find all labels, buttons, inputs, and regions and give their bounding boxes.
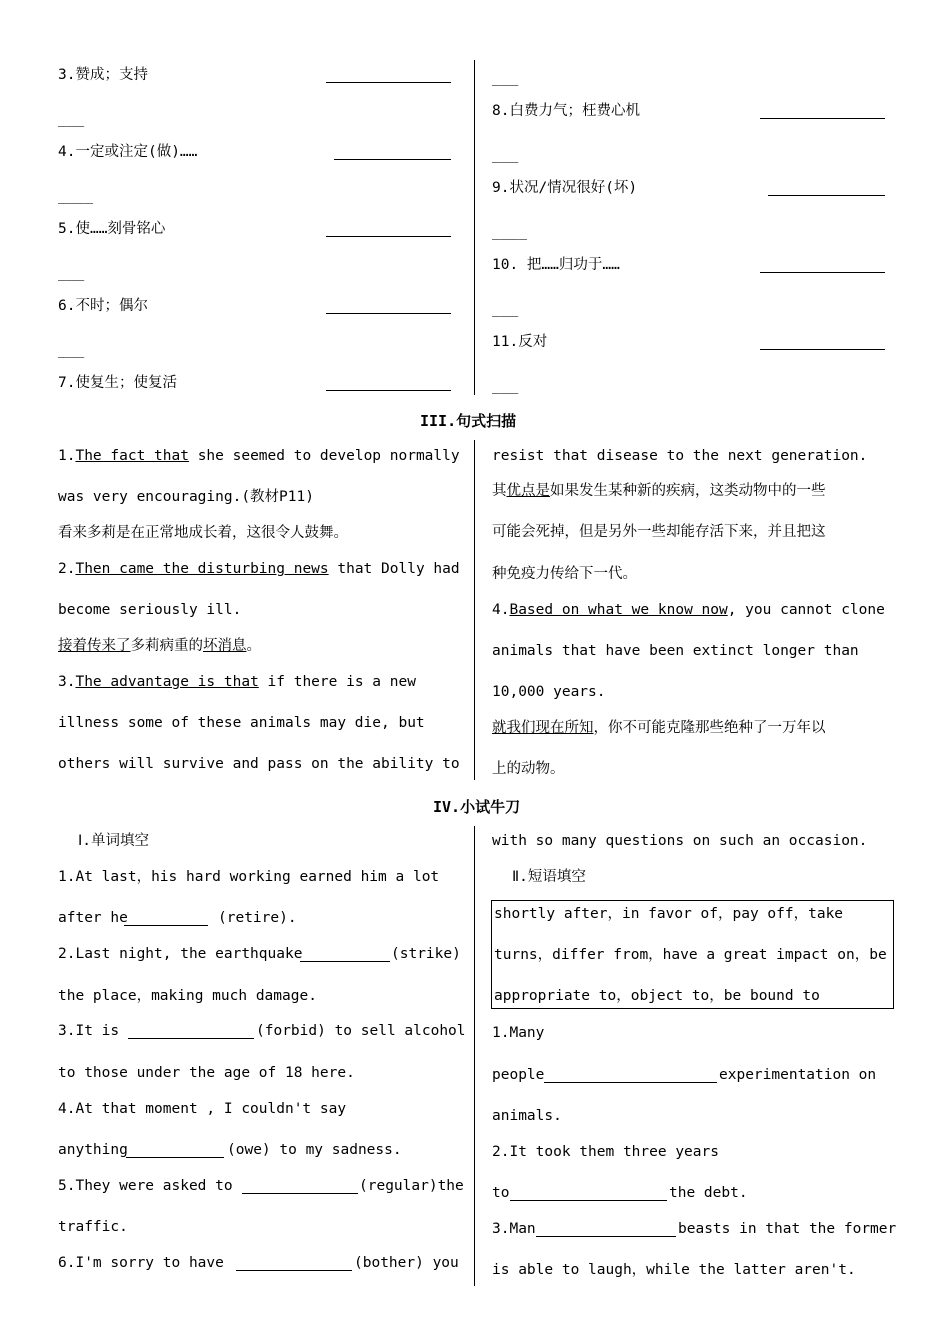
- word-q3-line2: to those under the age of 18 here.: [58, 1065, 355, 1081]
- sentence-1-line2: was very encouraging.(教材P11): [58, 489, 314, 505]
- sentence-2-line1: 2.Then came the disturbing news that Dolly had: [58, 561, 460, 577]
- sentence-4-translation-2: 上的动物。: [492, 761, 565, 777]
- part-1-title: Ⅰ.单词填空: [78, 833, 150, 849]
- word-q3-prefix: 3.It is: [58, 1023, 120, 1039]
- part-2-title: Ⅱ.短语填空: [512, 869, 586, 885]
- sentence-4-line2: animals that have been extinct longer than: [492, 643, 859, 659]
- word-q2-hint: (strike): [391, 946, 461, 962]
- phrase-q1-line3: animals.: [492, 1108, 562, 1124]
- phrase-5-tail: ___: [58, 265, 85, 281]
- sentence-2-line2: become seriously ill.: [58, 602, 242, 618]
- sentence-4-line3: 10,000 years.: [492, 684, 606, 700]
- word-q4-prefix: anything: [58, 1142, 128, 1158]
- word-q6-prefix: 6.I'm sorry to have: [58, 1255, 224, 1271]
- word-q5-prefix: 5.They were asked to: [58, 1178, 233, 1194]
- word-q4-blank[interactable]: [126, 1157, 224, 1158]
- phrase-6-tail: ___: [58, 342, 85, 358]
- word-q4-line1: 4.At that moment , I couldn't say: [58, 1101, 347, 1117]
- word-q4-hint: (owe) to my sadness.: [227, 1142, 402, 1158]
- word-q6-blank[interactable]: [236, 1270, 352, 1271]
- phrase-q3-prefix: 3.Man: [492, 1221, 536, 1237]
- phrase-7-blank[interactable]: [326, 390, 451, 391]
- phrase-q1-suffix: experimentation on: [719, 1067, 877, 1083]
- sentence-3-line4: resist that disease to the next generation.: [492, 448, 868, 464]
- phrase-6-label: 6.不时；偶尔: [58, 298, 148, 314]
- phrase-3-tail: ___: [58, 111, 85, 127]
- phrase-q2-blank[interactable]: [510, 1200, 667, 1201]
- word-q5-blank[interactable]: [242, 1193, 358, 1194]
- sentence-3-translation-3: 种免疫力传给下一代。: [492, 566, 637, 582]
- phrase-3-label: 3.赞成；支持: [58, 67, 148, 83]
- word-bank-line1: shortly after，in favor of，pay off，take: [494, 906, 844, 922]
- phrase-10-tail: ___: [492, 301, 519, 317]
- column-divider-middle: [474, 440, 475, 780]
- sentence-3-translation-1: 其优点是如果发生某种新的疾病，这类动物中的一些: [492, 483, 826, 499]
- sentence-1-translation: 看来多莉是在正常地成长着，这很令人鼓舞。: [58, 525, 348, 541]
- sentence-3-translation-2: 可能会死掉，但是另外一些却能存活下来，并且把这: [492, 524, 826, 540]
- phrase-3-blank[interactable]: [326, 82, 451, 83]
- sentence-2-translation: 接着传来了多莉病重的坏消息。: [58, 638, 261, 654]
- word-bank-line3: appropriate to，object to，be bound to: [494, 988, 820, 1004]
- word-q1-prefix: after he: [58, 910, 128, 926]
- section-3-header: III.句式扫描: [420, 412, 517, 430]
- word-q6-line2: with so many questions on such an occasion.: [492, 833, 868, 849]
- sentence-3-line3: others will survive and pass on the ability to: [58, 756, 460, 772]
- phrase-q1-prefix: people: [492, 1067, 545, 1083]
- phrase-4-label: 4.一定或注定(做)……: [58, 144, 198, 160]
- phrase-q2-suffix: the debt.: [669, 1185, 748, 1201]
- phrase-7-tail: ___: [492, 70, 519, 86]
- phrase-q3-suffix: beasts in that the former: [678, 1221, 897, 1237]
- phrase-10-blank[interactable]: [760, 272, 885, 273]
- word-q6-hint: (bother) you: [354, 1255, 459, 1271]
- phrase-q2-prefix: to: [492, 1185, 510, 1201]
- word-q2-line2: the place，making much damage.: [58, 988, 317, 1004]
- phrase-7-label: 7.使复生；使复活: [58, 375, 177, 391]
- word-q3-blank[interactable]: [128, 1038, 254, 1039]
- word-q1-line1: 1.At last，his hard working earned him a lot: [58, 869, 440, 885]
- sentence-4-line1: 4.Based on what we know now, you cannot clone: [492, 602, 885, 618]
- phrase-8-blank[interactable]: [760, 118, 885, 119]
- phrase-5-label: 5.使……刻骨铭心: [58, 221, 166, 237]
- phrase-6-blank[interactable]: [326, 313, 451, 314]
- section-4-header: IV.小试牛刀: [433, 798, 521, 816]
- phrase-4-tail: ____: [58, 188, 93, 204]
- word-bank-line2: turns，differ from，have a great impact on，be: [494, 947, 887, 963]
- column-divider-bottom: [474, 826, 475, 1286]
- phrase-11-tail: ___: [492, 378, 519, 394]
- column-divider-top: [474, 60, 475, 395]
- phrase-q1-line1: 1.Many: [492, 1025, 545, 1041]
- sentence-3-line2: illness some of these animals may die, but: [58, 715, 425, 731]
- phrase-9-blank[interactable]: [768, 195, 885, 196]
- phrase-4-blank[interactable]: [334, 159, 451, 160]
- sentence-3-line1: 3.The advantage is that if there is a new: [58, 674, 416, 690]
- sentence-1-line1: 1.The fact that she seemed to develop normally: [58, 448, 460, 464]
- phrase-q3-blank[interactable]: [536, 1236, 676, 1237]
- phrase-11-label: 11.反对: [492, 334, 548, 350]
- word-q1-hint: (retire).: [218, 910, 297, 926]
- phrase-8-label: 8.白费力气；枉费心机: [492, 103, 640, 119]
- phrase-q1-blank[interactable]: [544, 1082, 717, 1083]
- phrase-q2-line1: 2.It took them three years: [492, 1144, 719, 1160]
- phrase-11-blank[interactable]: [760, 349, 885, 350]
- word-q1-blank[interactable]: [124, 925, 208, 926]
- phrase-q3-line2: is able to laugh，while the latter aren't.: [492, 1262, 856, 1278]
- phrase-9-tail: ____: [492, 224, 527, 240]
- phrase-10-label: 10. 把……归功于……: [492, 257, 620, 273]
- phrase-5-blank[interactable]: [326, 236, 451, 237]
- word-q3-hint: (forbid) to sell alcohol: [256, 1023, 466, 1039]
- word-q2-blank[interactable]: [300, 961, 390, 962]
- word-q2-prefix: 2.Last night, the earthquake: [58, 946, 303, 962]
- word-q5-line2: traffic.: [58, 1219, 128, 1235]
- phrase-9-label: 9.状况/情况很好(坏): [492, 180, 638, 196]
- sentence-4-translation-1: 就我们现在所知，你不可能克隆那些绝种了一万年以: [492, 720, 826, 736]
- word-q5-hint: (regular)the: [359, 1178, 464, 1194]
- phrase-8-tail: ___: [492, 147, 519, 163]
